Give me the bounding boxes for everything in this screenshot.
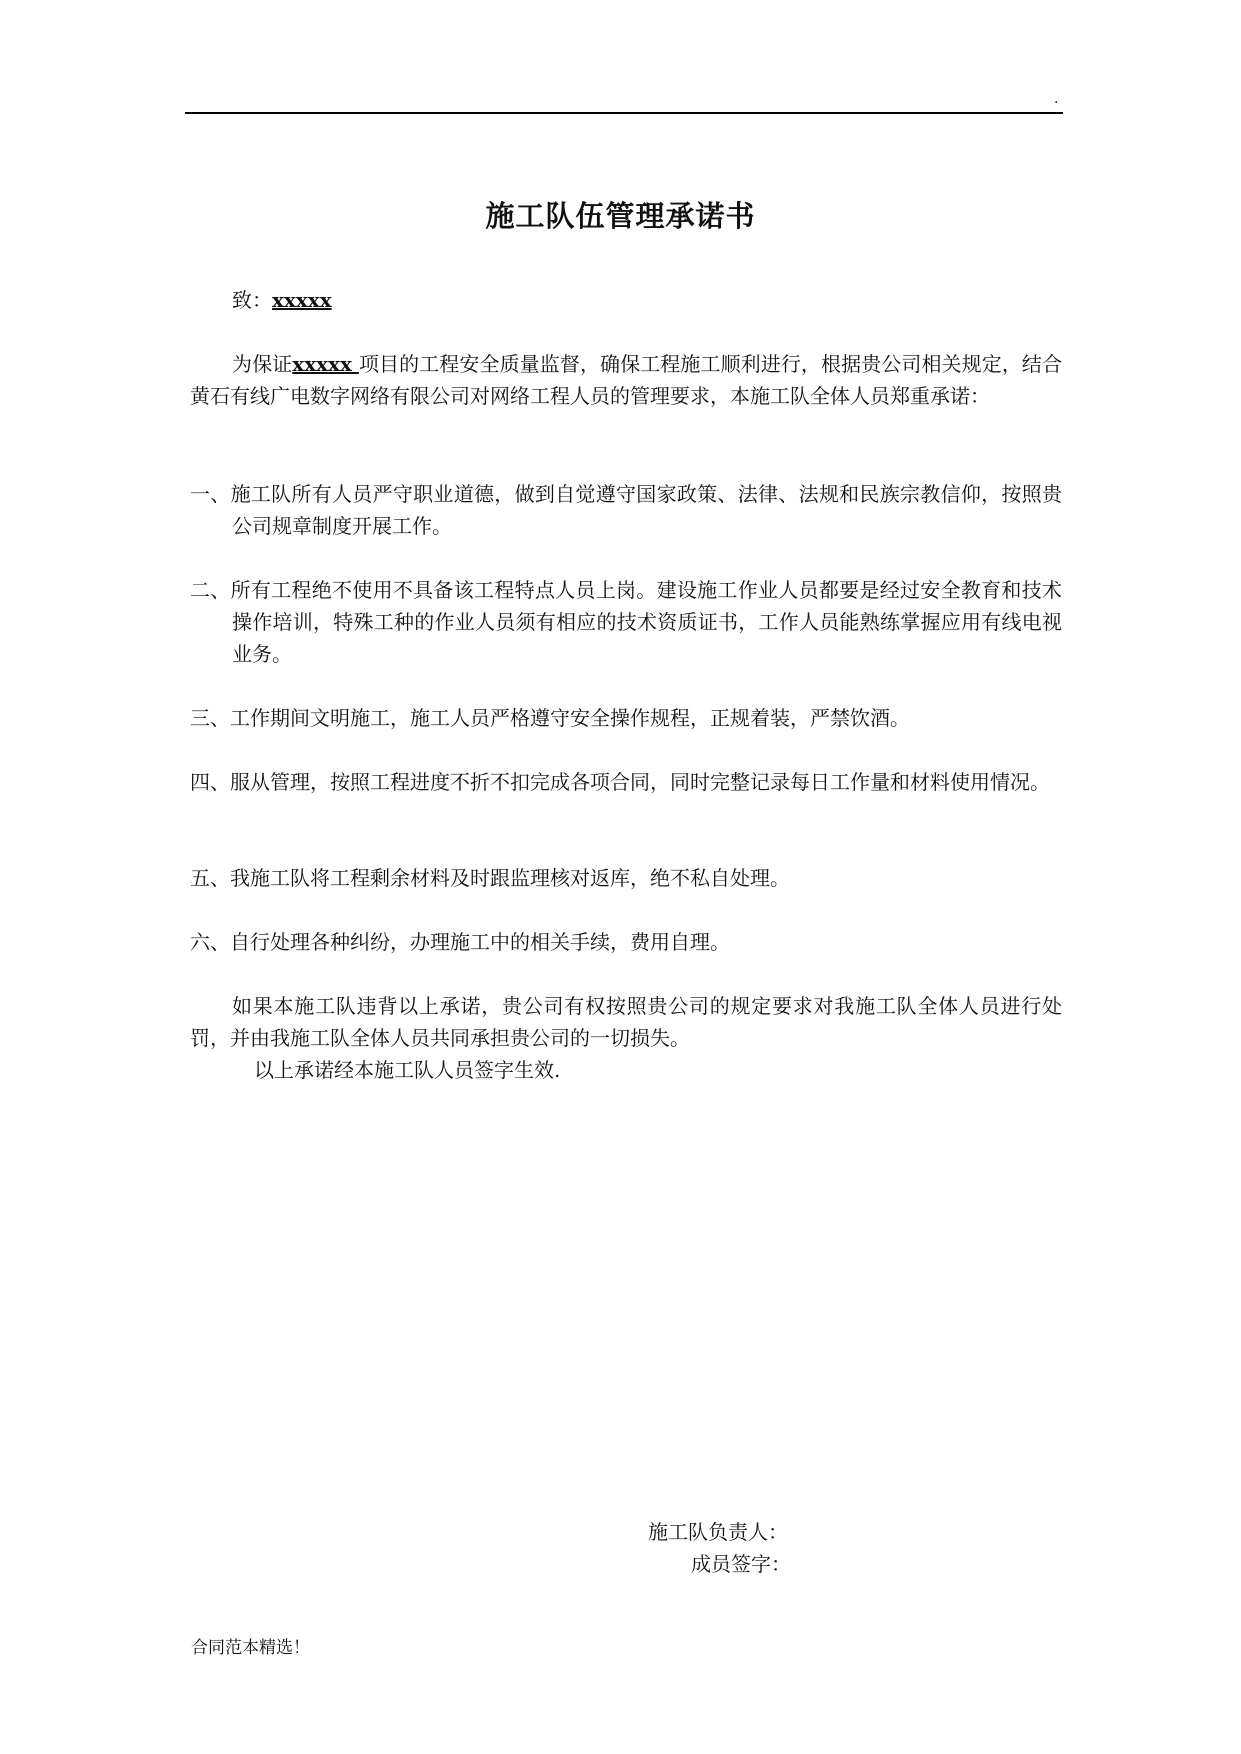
effective-statement: 以上承诺经本施工队人员签字生效. <box>254 1058 561 1082</box>
intro-after: 项目的工程安全质量监督，确保工程施工顺利进行，根据贵公司相关规定，结合黄石有线广电数字网络有限公司对网络工程人员的管理要求，本施工队全体人员郑重承诺： <box>190 352 1063 408</box>
intro-project: xxxxx <box>292 352 359 376</box>
commitment-item-3: 三、工作期间文明施工，施工人员严格遵守安全操作规程，正规着装，严禁饮酒。 <box>190 706 910 730</box>
leader-signature-label: 施工队负责人： <box>648 1520 788 1544</box>
commitment-item-2: 二、所有工程绝不使用不具备该工程特点人员上岗。建设施工作业人员都要是经过安全教育和技术操作培训，特殊工种的作业人员须有相应的技术资质证书，工作人员能熟练掌握应用有线电视业务。 <box>190 578 1062 666</box>
intro-paragraph <box>190 348 1062 412</box>
closing-paragraph: 如果本施工队违背以上承诺，贵公司有权按照贵公司的规定要求对我施工队全体人员进行处罚，并由我施工队全体人员共同承担贵公司的一切损失。 <box>190 994 1062 1050</box>
commitment-item-4: 四、服从管理，按照工程进度不折不扣完成各项合同，同时完整记录每日工作量和材料使用情况。 <box>190 770 1050 794</box>
header-rule <box>185 112 1063 114</box>
footer-note: 合同范本精选！ <box>191 1638 310 1658</box>
members-signature-label: 成员签字： <box>691 1552 791 1576</box>
commitment-item-6: 六、自行处理各种纠纷，办理施工中的相关手续，费用自理。 <box>190 930 730 954</box>
document-title: 施工队伍管理承诺书 <box>485 199 756 233</box>
addressee-prefix: 致： <box>232 288 272 312</box>
addressee-name: xxxxx <box>272 288 332 312</box>
commitment-item-1: 一、施工队所有人员严守职业道德，做到自觉遵守国家政策、法律、法规和民族宗教信仰，按照贵公司规章制度开展工作。 <box>190 482 1062 538</box>
addressee-line <box>232 284 332 316</box>
commitment-item-5: 五、我施工队将工程剩余材料及时跟监理核对返库，绝不私自处理。 <box>190 866 790 890</box>
intro-before: 为保证 <box>232 352 293 376</box>
header-dot: . <box>1054 91 1059 107</box>
